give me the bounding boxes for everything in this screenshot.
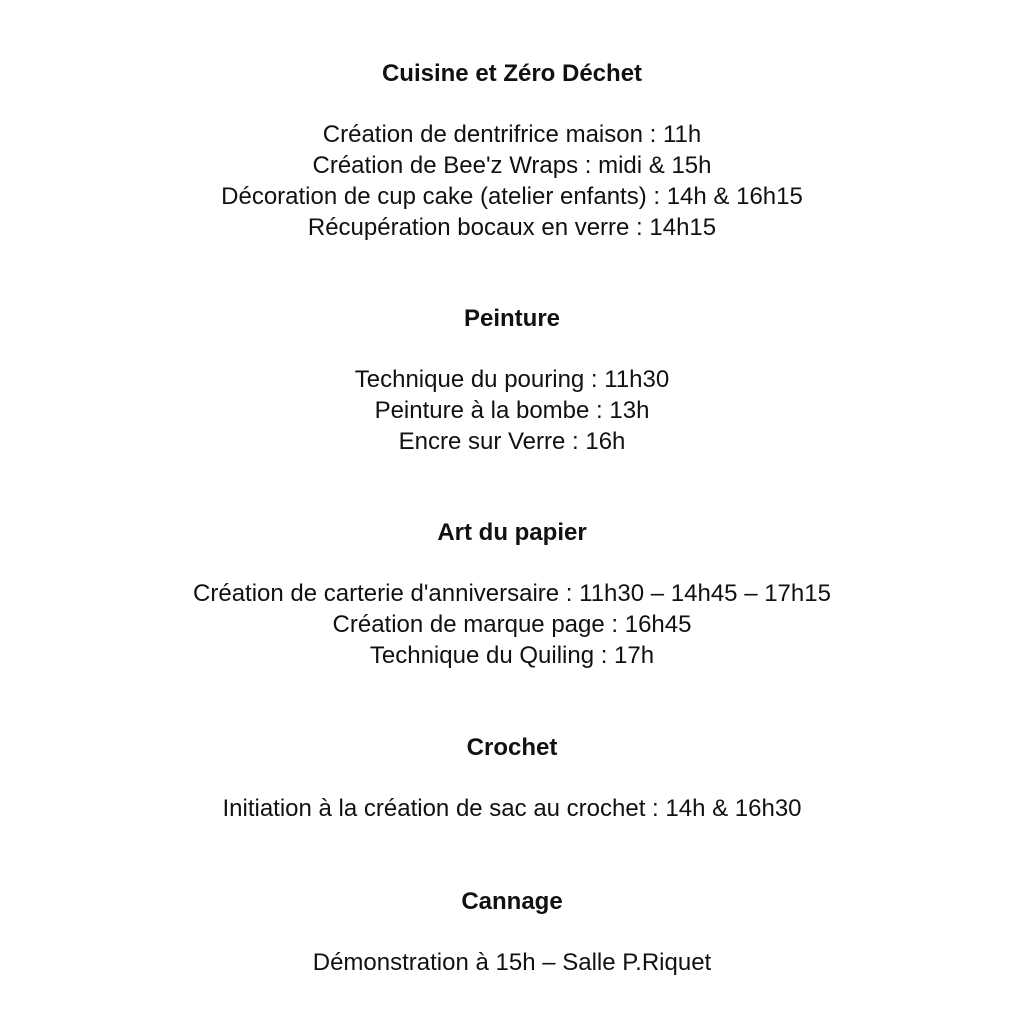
workshop-item: Technique du Quiling : 17h: [369, 642, 655, 669]
section-title: Art du papier: [437, 519, 587, 546]
section-title: Cuisine et Zéro Déchet: [381, 60, 643, 87]
workshop-item: Technique du pouring : 11h30: [354, 366, 670, 393]
workshop-item: Création de carterie d'anniversaire : 11h30 – 14h45 – 17h15: [193, 580, 831, 607]
workshop-list: [0, 793, 1024, 824]
section-peinture: [0, 304, 1024, 457]
section-title: Peinture: [463, 305, 561, 332]
workshop-item: Récupération bocaux en verre : 14h15: [307, 214, 717, 241]
workshop-item: Création de Bee'z Wraps : midi & 15h: [312, 152, 712, 179]
workshop-list: [0, 947, 1024, 978]
workshop-list: [0, 364, 1024, 457]
workshop-item: Création de dentrifrice maison : 11h: [322, 121, 702, 148]
workshop-item: Encre sur Verre : 16h: [398, 428, 626, 455]
workshop-list: [0, 578, 1024, 671]
section-cannage: [0, 887, 1024, 978]
section-title: Crochet: [466, 734, 558, 761]
workshop-list: [0, 119, 1024, 243]
section-art-du-papier: [0, 518, 1024, 671]
section-crochet: [0, 733, 1024, 824]
workshop-item: Initiation à la création de sac au crochet : 14h & 16h30: [222, 795, 802, 822]
workshop-item: Décoration de cup cake (atelier enfants) : 14h & 16h15: [221, 183, 803, 210]
workshop-item: Peinture à la bombe : 13h: [374, 397, 650, 424]
section-cuisine-zero-dechet: [0, 59, 1024, 243]
section-title: Cannage: [461, 888, 563, 915]
workshop-item: Démonstration à 15h – Salle P.Riquet: [312, 949, 712, 976]
workshop-item: Création de marque page : 16h45: [332, 611, 692, 638]
